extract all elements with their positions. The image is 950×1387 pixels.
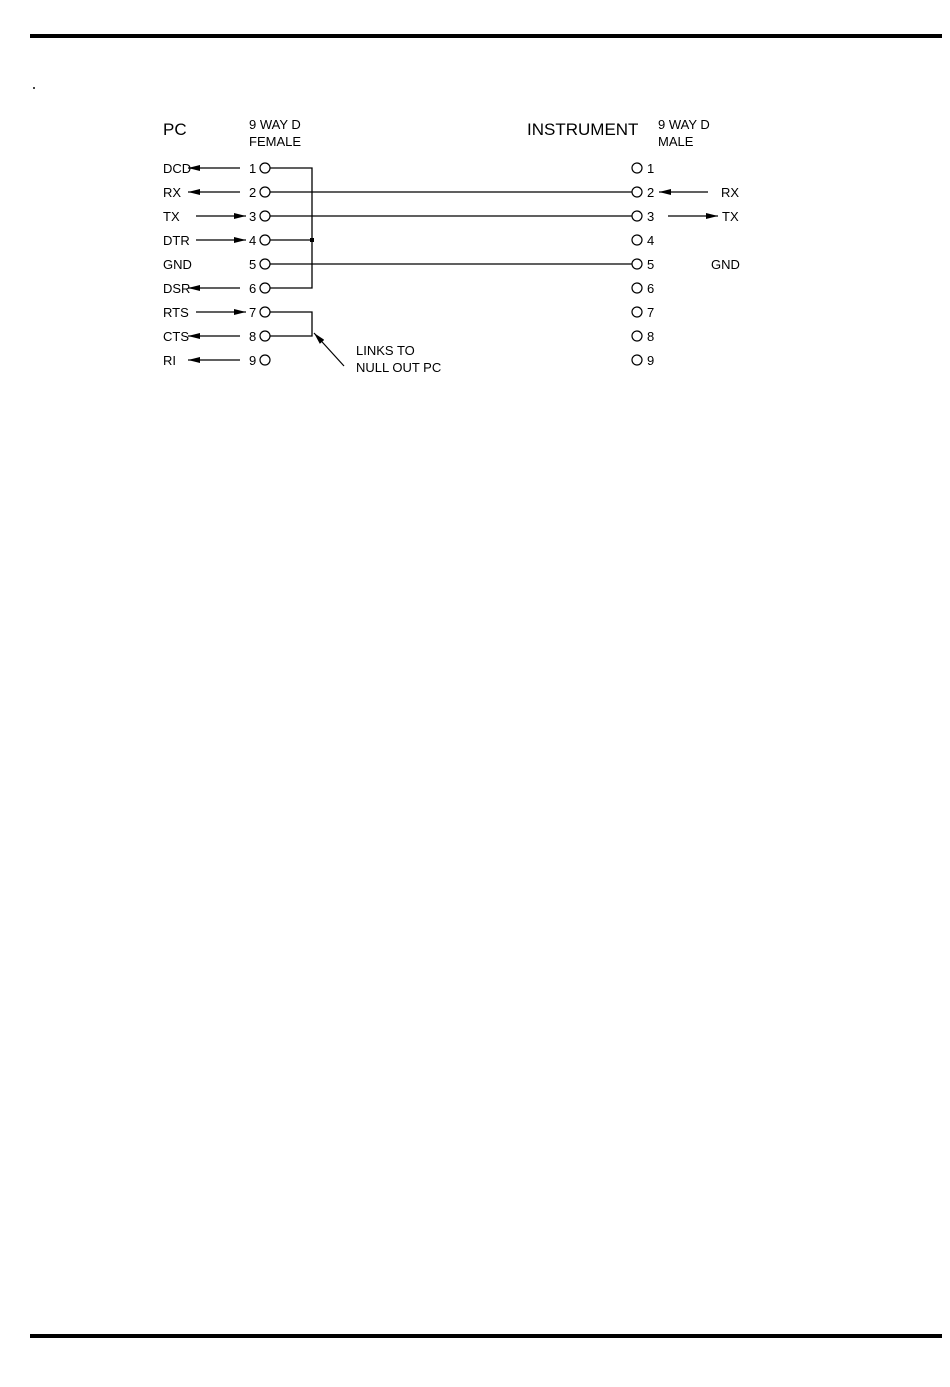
links-annotation [314, 333, 441, 375]
instrument-pin-row [632, 281, 654, 296]
instrument-pin-number: 3 [647, 209, 655, 224]
pc-pin-row [163, 305, 270, 320]
instrument-signal-label: RX [721, 185, 740, 200]
instrument-pin-number: 4 [647, 233, 655, 248]
pc-pin-row [163, 161, 270, 176]
pc-connector-gender: FEMALE [249, 134, 302, 149]
pc-link-7-8 [270, 312, 312, 336]
instrument-pin-socket [632, 259, 642, 269]
pc-pin-socket [260, 259, 270, 269]
pc-pin-socket [260, 355, 270, 365]
instrument-pin-number: 1 [647, 161, 655, 176]
instrument-connector-type: 9 WAY D [658, 117, 710, 132]
pc-pin-number: 9 [249, 353, 257, 368]
pc-pin-number: 4 [249, 233, 257, 248]
pc-connector-type: 9 WAY D [249, 117, 301, 132]
pc-signal-label: RI [163, 353, 176, 368]
instrument-pins [632, 161, 740, 368]
pc-title: PC [163, 120, 187, 139]
instrument-pin-socket [632, 211, 642, 221]
pc-signal-label: CTS [163, 329, 189, 344]
pc-pin-socket [260, 187, 270, 197]
pc-pin-row [163, 353, 270, 368]
pc-signal-label: DCD [163, 161, 192, 176]
instrument-pin-number: 2 [647, 185, 655, 200]
instrument-pin-row [632, 233, 654, 248]
pc-pin-socket [260, 307, 270, 317]
pc-pin-row [163, 281, 270, 296]
pc-pin-number: 2 [249, 185, 257, 200]
pc-signal-label: DSR [163, 281, 191, 296]
pc-pin-row [163, 185, 270, 200]
instrument-connector-gender: MALE [658, 134, 694, 149]
annotation-line-2: NULL OUT PC [356, 360, 442, 375]
instrument-pin-number: 8 [647, 329, 655, 344]
pc-pins [163, 161, 270, 368]
instrument-title: INSTRUMENT [527, 120, 639, 139]
instrument-pin-number: 5 [647, 257, 655, 272]
pc-pin-number: 8 [249, 329, 257, 344]
pc-pin-socket [260, 235, 270, 245]
instrument-pin-socket [632, 163, 642, 173]
pc-pin-number: 5 [249, 257, 257, 272]
instrument-pin-number: 6 [647, 281, 655, 296]
instrument-pin-row [632, 329, 654, 344]
pc-link-1-4-6 [270, 168, 314, 288]
instrument-pin-socket [632, 283, 642, 293]
instrument-pin-number: 7 [647, 305, 655, 320]
instrument-pin-row [632, 161, 654, 176]
pc-pin-number: 7 [249, 305, 257, 320]
pc-pin-row [163, 329, 270, 344]
instrument-pin-row [632, 353, 654, 368]
instrument-pin-socket [632, 355, 642, 365]
instrument-pin-row [632, 305, 654, 320]
pc-pin-row [163, 257, 270, 272]
pc-pin-number: 1 [249, 161, 257, 176]
pc-signal-label: DTR [163, 233, 190, 248]
instrument-pin-number: 9 [647, 353, 655, 368]
instrument-pin-socket [632, 331, 642, 341]
pc-pin-socket [260, 163, 270, 173]
pc-signal-label: TX [163, 209, 180, 224]
through-wires [270, 192, 632, 264]
instrument-pin-row [632, 257, 740, 272]
instrument-pin-socket [632, 235, 642, 245]
instrument-pin-socket [632, 307, 642, 317]
instrument-pin-row [632, 185, 739, 200]
pc-pin-number: 3 [249, 209, 257, 224]
pc-pin-socket [260, 211, 270, 221]
bottom-rule [30, 1334, 942, 1338]
pc-pin-socket [260, 331, 270, 341]
pc-pin-row [163, 209, 270, 224]
instrument-signal-label: GND [711, 257, 740, 272]
instrument-signal-label: TX [722, 209, 739, 224]
rs232-wiring-diagram [0, 0, 950, 420]
instrument-pin-row [632, 209, 739, 224]
pc-signal-label: RX [163, 185, 182, 200]
pc-signal-label: RTS [163, 305, 189, 320]
pc-signal-label: GND [163, 257, 192, 272]
pc-pin-socket [260, 283, 270, 293]
instrument-pin-socket [632, 187, 642, 197]
pc-pin-number: 6 [249, 281, 257, 296]
annotation-line-1: LINKS TO [356, 343, 415, 358]
pc-pin-row [163, 233, 270, 248]
